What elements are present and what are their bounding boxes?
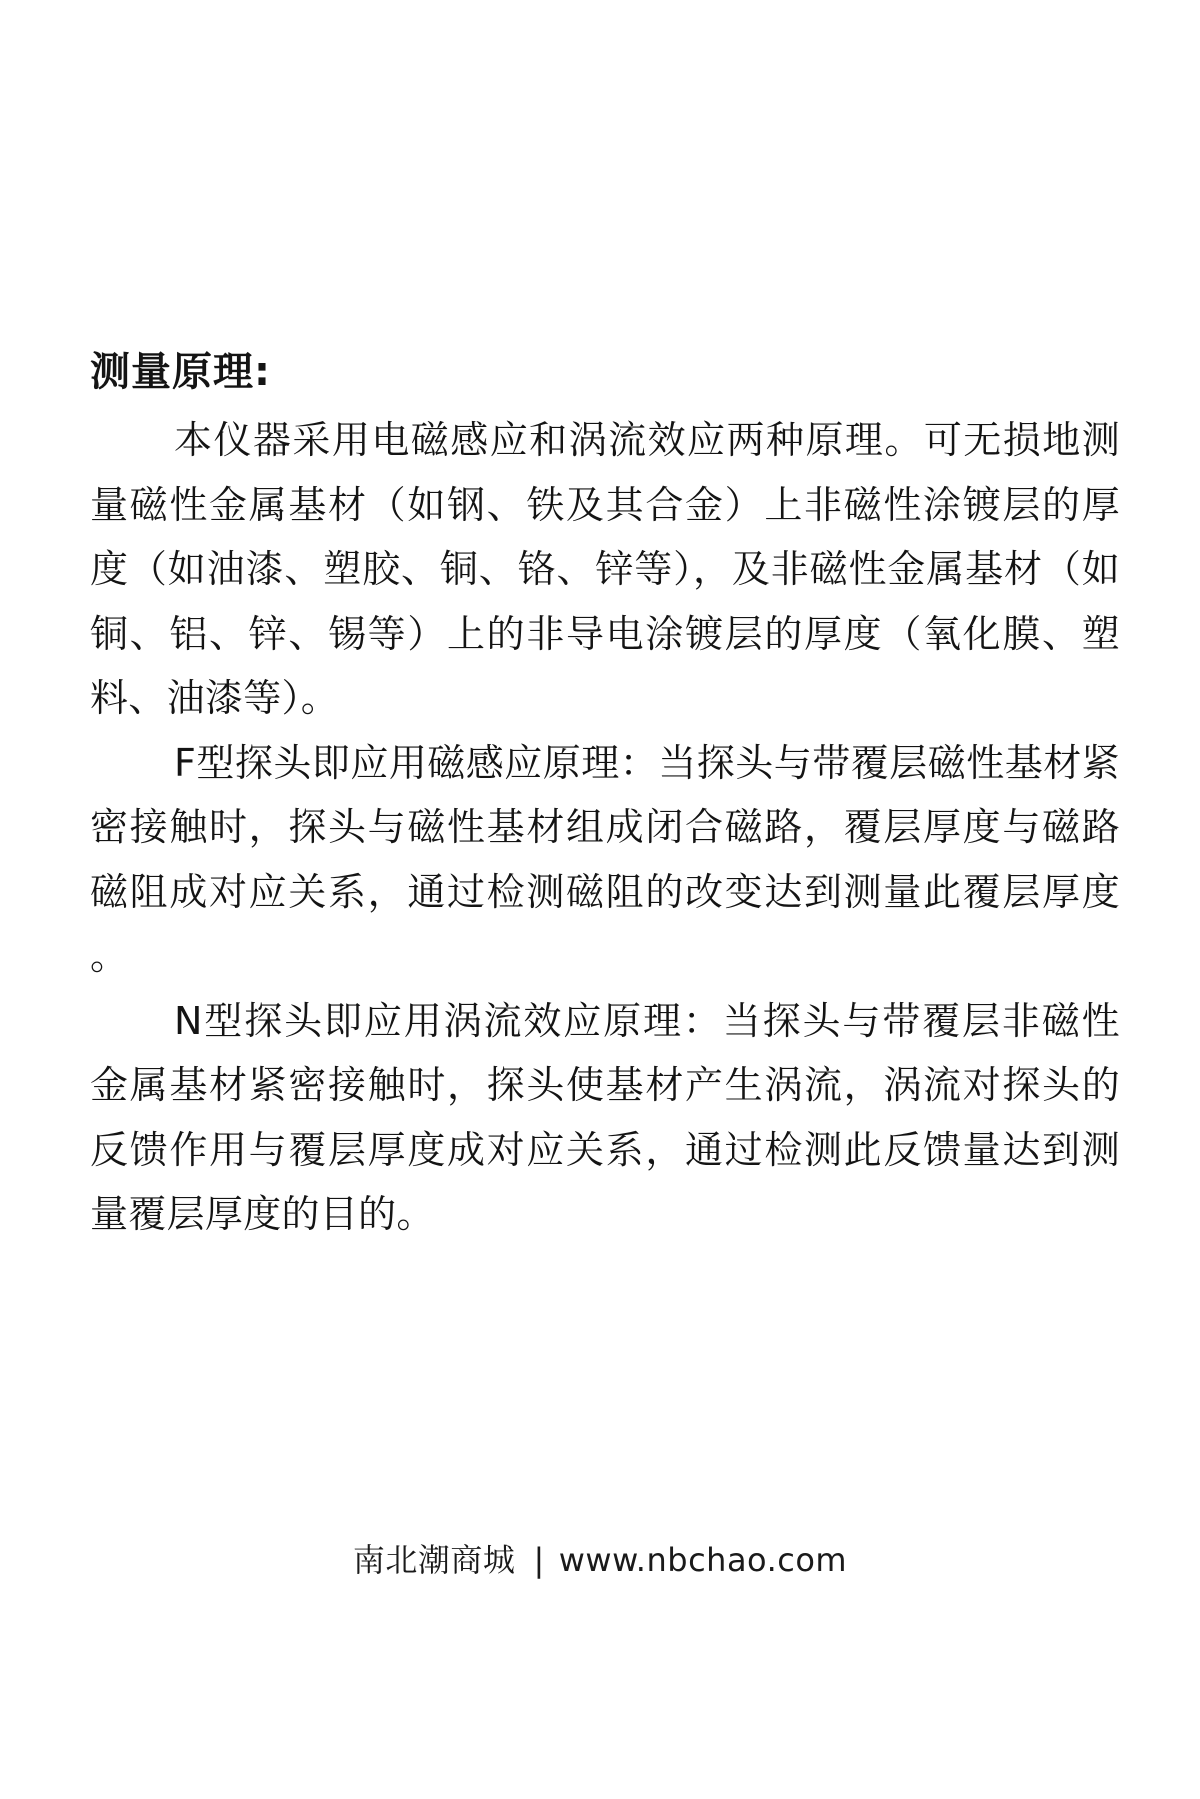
footer-separator: | bbox=[533, 1541, 545, 1579]
document-body bbox=[90, 342, 1120, 1247]
section-heading: 测量原理: bbox=[90, 349, 271, 395]
footer-brand: 南北潮商城 bbox=[352, 1541, 516, 1579]
paragraph-f-probe: F型探头即应用磁感应原理：当探头与带覆层磁性基材紧密接触时，探头与磁性基材组成闭合磁路，覆层厚度与磁路磁阻成对应关系，通过检测磁阻的改变达到测量此覆层厚度。 bbox=[90, 740, 1120, 978]
paragraph-principles: 本仪器采用电磁感应和涡流效应两种原理。可无损地测量磁性金属基材（如钢、铁及其合金）上非磁性涂镀层的厚度（如油漆、塑胶、铜、铬、锌等），及非磁性金属基材（如铜、铝、锌、锡等）上的非导电涂镀层的厚度（氧化膜、塑料、油漆等）。 bbox=[90, 418, 1120, 720]
page-footer bbox=[0, 1535, 1200, 1585]
paragraph-n-probe: N型探头即应用涡流效应原理：当探头与带覆层非磁性金属基材紧密接触时，探头使基材产生涡流，涡流对探头的反馈作用与覆层厚度成对应关系，通过检测此反馈量达到测量覆层厚度的目的。 bbox=[90, 998, 1120, 1236]
footer-url: www.nbchao.com bbox=[558, 1541, 848, 1579]
